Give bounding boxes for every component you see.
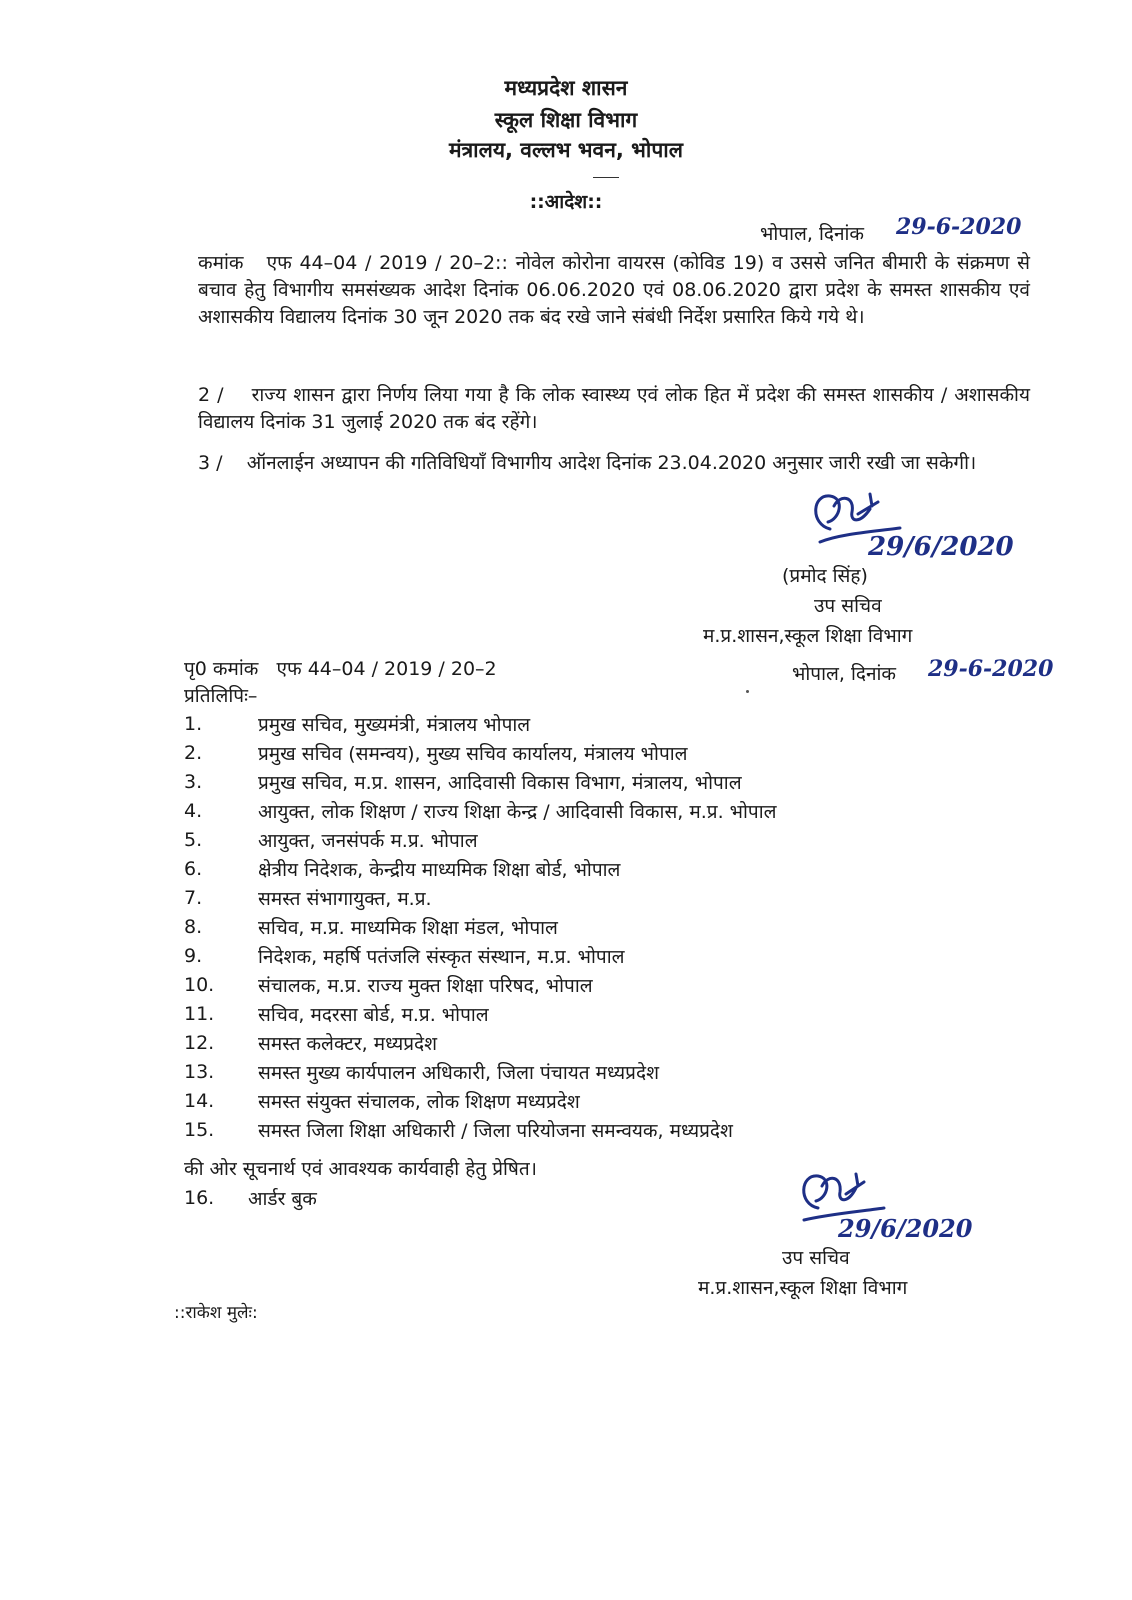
list-text: समस्त मुख्य कार्यपालन अधिकारी, जिला पंचायत मध्यप्रदेश <box>258 1062 659 1084</box>
list-number: 4. <box>184 800 203 822</box>
list-number: 1. <box>184 713 203 735</box>
list-text: क्षेत्रीय निदेशक, केन्द्रीय माध्यमिक शिक्षा बोर्ड, भोपाल <box>258 859 621 881</box>
list-number: 13. <box>184 1061 215 1083</box>
list-item <box>184 885 944 914</box>
stray-mark <box>746 690 749 693</box>
list-number: 11. <box>184 1003 215 1025</box>
list-text: प्रमुख सचिव (समन्वय), मुख्य सचिव कार्यालय, मंत्रालय भोपाल <box>258 743 688 765</box>
govt-name: मध्यप्रदेश शासन <box>504 76 628 100</box>
list-item <box>184 1030 944 1059</box>
list-text: निदेशक, महर्षि पतंजलि संस्कृत संस्थान, म.प्र. भोपाल <box>258 946 625 968</box>
order-date-label: भोपाल, दिनांक <box>760 223 865 245</box>
list-number: 7. <box>184 887 203 909</box>
order-book-text: आर्डर बुक <box>248 1188 317 1210</box>
list-item <box>184 827 944 856</box>
copy-to-label: प्रतिलिपिः– <box>184 685 258 707</box>
list-text: संचालक, म.प्र. राज्य मुक्त शिक्षा परिषद, भोपाल <box>258 975 593 997</box>
typist-initials: ::राकेश मुलेः: <box>174 1303 258 1323</box>
order-title: ::आदेश:: <box>529 191 603 213</box>
list-number: 10. <box>184 974 215 996</box>
list-text: समस्त संयुक्त संचालक, लोक शिक्षण मध्यप्रदेश <box>258 1091 580 1113</box>
list-text: सचिव, म.प्र. माध्यमिक शिक्षा मंडल, भोपाल <box>258 917 558 939</box>
list-item <box>184 740 944 769</box>
endorsement-date-handwritten: 29-6-2020 <box>928 656 1054 682</box>
order-paragraph-1: कमांक एफ 44–04 / 2019 / 20–2:: नोवेल कोरोना वायरस (कोविड 19) व उससे जनित बीमारी के संक्रमण से बचाव हेतु विभागीय समसंख्यक आदेश दिनांक 06.06.2020 एवं 08.06.2020 द्वारा प्रदेश के समस्त शासकीय एवं अशासकीय विद्यालय दिनांक 30 जून 2020 तक बंद रखे जाने संबंधी निर्देश प्रसारित किये गये थे। <box>198 252 1037 328</box>
list-number: 9. <box>184 945 203 967</box>
list-text: प्रमुख सचिव, मुख्यमंत्री, मंत्रालय भोपाल <box>258 714 531 736</box>
order-paragraph-3: 3 / ऑनलाईन अध्यापन की गतिविधियॉं विभागीय आदेश दिनांक 23.04.2020 अनुसार जारी रखी जा सकेगी। <box>198 452 977 474</box>
list-number: 8. <box>184 916 203 938</box>
list-item <box>184 914 944 943</box>
list-text: सचिव, मदरसा बोर्ड, म.प्र. भोपाल <box>258 1004 489 1026</box>
order-date-handwritten: 29-6-2020 <box>896 214 1022 240</box>
list-number: 12. <box>184 1032 215 1054</box>
list-text: आयुक्त, जनसंपर्क म.प्र. भोपाल <box>258 830 478 852</box>
list-item <box>184 1001 944 1030</box>
list-number: 6. <box>184 858 203 880</box>
endorsement-number: पृ0 कमांक एफ 44–04 / 2019 / 20–2 <box>184 658 497 680</box>
signatory-name: (प्रमोद सिंह) <box>782 565 868 587</box>
signatory-2-department: म.प्र.शासन,स्कूल शिक्षा विभाग <box>698 1277 908 1299</box>
list-item <box>184 1117 944 1146</box>
list-item <box>184 798 944 827</box>
list-number: 5. <box>184 829 203 851</box>
list-text: समस्त संभागायुक्त, म.प्र. <box>258 888 432 910</box>
header-divider <box>593 177 619 178</box>
list-number: 14. <box>184 1090 215 1112</box>
recipients-list <box>184 711 944 1146</box>
endorsement-date-label: भोपाल, दिनांक <box>792 663 897 685</box>
list-number: 2. <box>184 742 203 764</box>
list-item <box>184 769 944 798</box>
list-item <box>184 1059 944 1088</box>
office-address: मंत्रालय, वल्लभ भवन, भोपाल <box>449 138 683 162</box>
order-book-number: 16. <box>184 1187 215 1209</box>
signatory-department: म.प्र.शासन,स्कूल शिक्षा विभाग <box>703 625 913 647</box>
list-text: समस्त जिला शिक्षा अधिकारी / जिला परियोजना समन्वयक, मध्यप्रदेश <box>258 1120 733 1142</box>
list-item <box>184 1088 944 1117</box>
list-item <box>184 943 944 972</box>
list-number: 15. <box>184 1119 215 1141</box>
list-number: 3. <box>184 771 203 793</box>
list-text: समस्त कलेक्टर, मध्यप्रदेश <box>258 1033 438 1055</box>
list-text: प्रमुख सचिव, म.प्र. शासन, आदिवासी विकास विभाग, मंत्रालय, भोपाल <box>258 772 742 794</box>
list-item <box>184 856 944 885</box>
forward-note: की ओर सूचनार्थ एवं आवश्यक कार्यवाही हेतु प्रेषित। <box>184 1158 537 1180</box>
signature-1-date: 29/6/2020 <box>868 532 1014 562</box>
signatory-designation: उप सचिव <box>814 595 882 617</box>
department-name: स्कूल शिक्षा विभाग <box>494 108 638 132</box>
signature-2-date: 29/6/2020 <box>838 1214 973 1243</box>
list-text: आयुक्त, लोक शिक्षण / राज्य शिक्षा केन्द्र / आदिवासी विकास, म.प्र. भोपाल <box>258 801 777 823</box>
list-item <box>184 711 944 740</box>
list-item <box>184 972 944 1001</box>
order-paragraph-2: 2 / राज्य शासन द्वारा निर्णय लिया गया है कि लोक स्वास्थ्य एवं लोक हित में प्रदेश की समस्त शासकीय / अशासकीय विद्यालय दिनांक 31 जुलाई 2020 तक बंद रहेंगे। <box>198 384 1037 433</box>
signatory-2-designation: उप सचिव <box>782 1247 850 1269</box>
